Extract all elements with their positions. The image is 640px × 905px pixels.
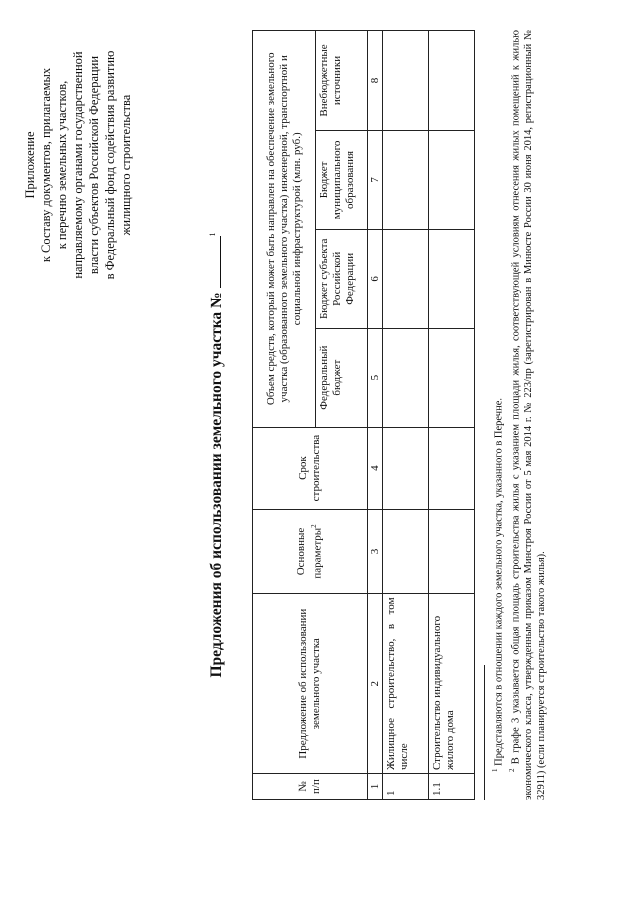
row-cell <box>429 328 475 427</box>
header-parameters-label: Основные параметры <box>295 527 324 579</box>
appendix-line: в Федеральный фонд содействия развитию <box>103 50 117 280</box>
row-num: 1.1 <box>429 774 475 800</box>
appendix-line: власти субъектов Российской Федерации <box>87 55 101 275</box>
footnote-1-text: Представляются в отношении каждого земельного участка, указанного в Перечне. <box>493 398 505 766</box>
row-num: 1 <box>383 774 429 800</box>
header-row <box>253 31 316 800</box>
table-row <box>383 31 429 800</box>
footnote-separator <box>484 665 485 800</box>
column-number: 2 <box>368 594 383 774</box>
header-municipal-budget: Бюджет муниципального образования <box>316 130 368 229</box>
row-cell <box>429 509 475 594</box>
document-title <box>208 105 226 805</box>
appendix-header <box>22 20 134 310</box>
column-number: 4 <box>368 427 383 509</box>
column-numbers-row <box>368 31 383 800</box>
row-cell <box>383 130 429 229</box>
header-num: № п/п <box>253 774 368 800</box>
column-number: 7 <box>368 130 383 229</box>
header-proposal: Предложение об использовании земельного участка <box>253 594 368 774</box>
appendix-line: жилищного строительства <box>119 94 133 236</box>
table-row <box>429 31 475 800</box>
header-funding-group: Объем средств, который может быть направлен на обеспечение земельного участка (образованного земельного участка) инженерной, транспортной и социальной инфраструктурой (млн. руб.) <box>253 31 316 428</box>
row-cell <box>429 31 475 131</box>
appendix-line: к перечню земельных участков, <box>55 80 69 250</box>
row-cell <box>429 427 475 509</box>
row-proposal: Жилищное строительство, в том числе <box>383 594 429 774</box>
footnote-2-text: В графе 3 указывается общая площадь строительства жилья с указанием площади жилья, соответствующей условиям отнесения жилых помещений к жилью экономического класса, утвержденным приказом Минстроя России от 5 мая 2014 г. № 223/пр (зарегистрирован в Минюсте России 30 июня 2014, регистрационный № 32911) (если планируется строительство такого жилья). <box>510 30 547 800</box>
column-number: 8 <box>368 31 383 131</box>
header-extrabudgetary: Внебюджетные источники <box>316 31 368 131</box>
number-blank <box>208 236 221 288</box>
footnote-2-ref: 2 <box>507 768 516 772</box>
footnotes <box>489 30 548 800</box>
row-cell <box>429 130 475 229</box>
appendix-line: Приложение <box>23 131 37 199</box>
header-term: Срок строительства <box>253 427 368 509</box>
column-number: 3 <box>368 509 383 594</box>
header-parameters-ref: 2 <box>310 524 319 528</box>
header-regional-budget: Бюджет субъекта Российской Федерации <box>316 229 368 328</box>
appendix-line: к Составу документов, прилагаемых <box>39 67 53 263</box>
column-number: 1 <box>368 774 383 800</box>
title-text: Предложения об использовании земельного участка № <box>208 292 226 678</box>
footnote-1 <box>489 30 506 800</box>
header-parameters <box>253 509 368 594</box>
row-cell <box>383 509 429 594</box>
row-cell <box>383 328 429 427</box>
row-cell <box>383 31 429 131</box>
appendix-line: направляемому органами государственной <box>71 51 85 279</box>
row-cell <box>429 229 475 328</box>
column-number: 5 <box>368 328 383 427</box>
title-footnote-ref: 1 <box>208 232 217 237</box>
footnote-2 <box>506 30 549 800</box>
column-number: 6 <box>368 229 383 328</box>
footnote-1-ref: 1 <box>491 768 499 772</box>
header-federal-budget: Федеральный бюджет <box>316 328 368 427</box>
proposals-table <box>252 30 475 800</box>
row-proposal: Строительство индивидуального жилого дома <box>429 594 475 774</box>
row-cell <box>383 229 429 328</box>
row-cell <box>383 427 429 509</box>
